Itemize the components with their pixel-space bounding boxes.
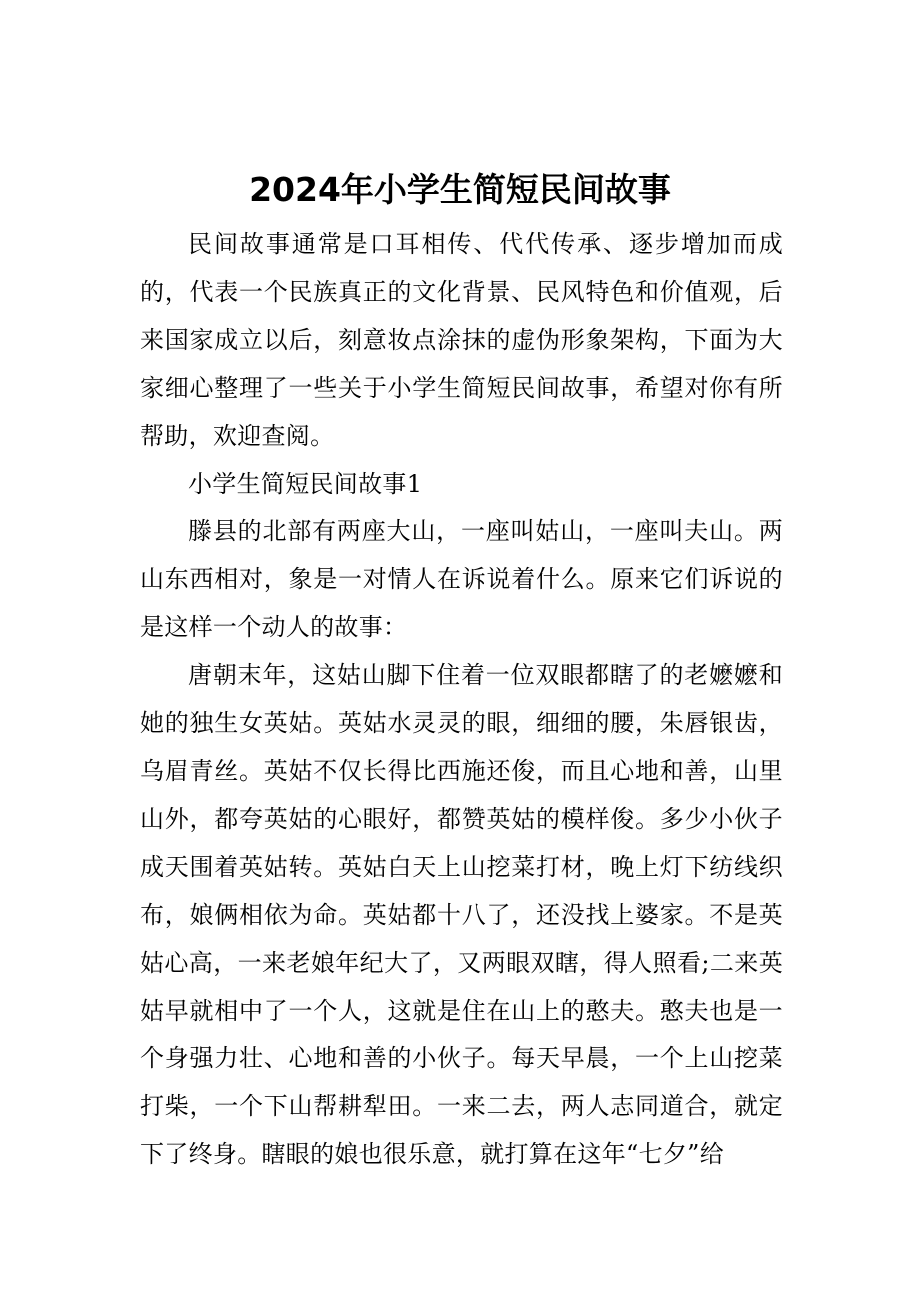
intro-paragraph: 民间故事通常是口耳相传、代代传承、逐步增加而成的，代表一个民族真正的文化背景、民风特色和价值观，后来国家成立以后，刻意妆点涂抹的虚伪形象架构，下面为大家细心整理了一些关于小学生简短民间故事，希望对你有所帮助，欢迎查阅。 [140,230,783,450]
document-body [140,221,783,1179]
story-paragraph: 滕县的北部有两座大山，一座叫姑山，一座叫夫山。两山东西相对，象是一对情人在诉说着什么。原来它们诉说的是这样一个动人的故事： [140,517,783,642]
document-title: 2024年小学生简短民间故事 [249,170,671,210]
story-paragraph: 唐朝末年，这姑山脚下住着一位双眼都瞎了的老嬷嬷和她的独生女英姑。英姑水灵灵的眼，细细的腰，朱唇银齿，乌眉青丝。英姑不仅长得比西施还俊，而且心地和善，山里山外，都夸英姑的心眼好，都赞英姑的模样俊。多少小伙子成天围着英姑转。英姑白天上山挖菜打材，晚上灯下纺线织布，娘俩相依为命。英姑都十八了，还没找上婆家。不是英姑心高，一来老娘年纪大了，又两眼双瞎，得人照看;二来英姑早就相中了一个人，这就是住在山上的憨夫。憨夫也是一个身强力壮、心地和善的小伙子。每天早晨，一个上山挖菜打柴，一个下山帮耕犁田。一来二去，两人志同道合，就定下了终身。瞎眼的娘也很乐意，就打算在这年“七夕”给 [140,661,783,1169]
section-heading: 小学生简短民间故事1 [188,469,423,498]
